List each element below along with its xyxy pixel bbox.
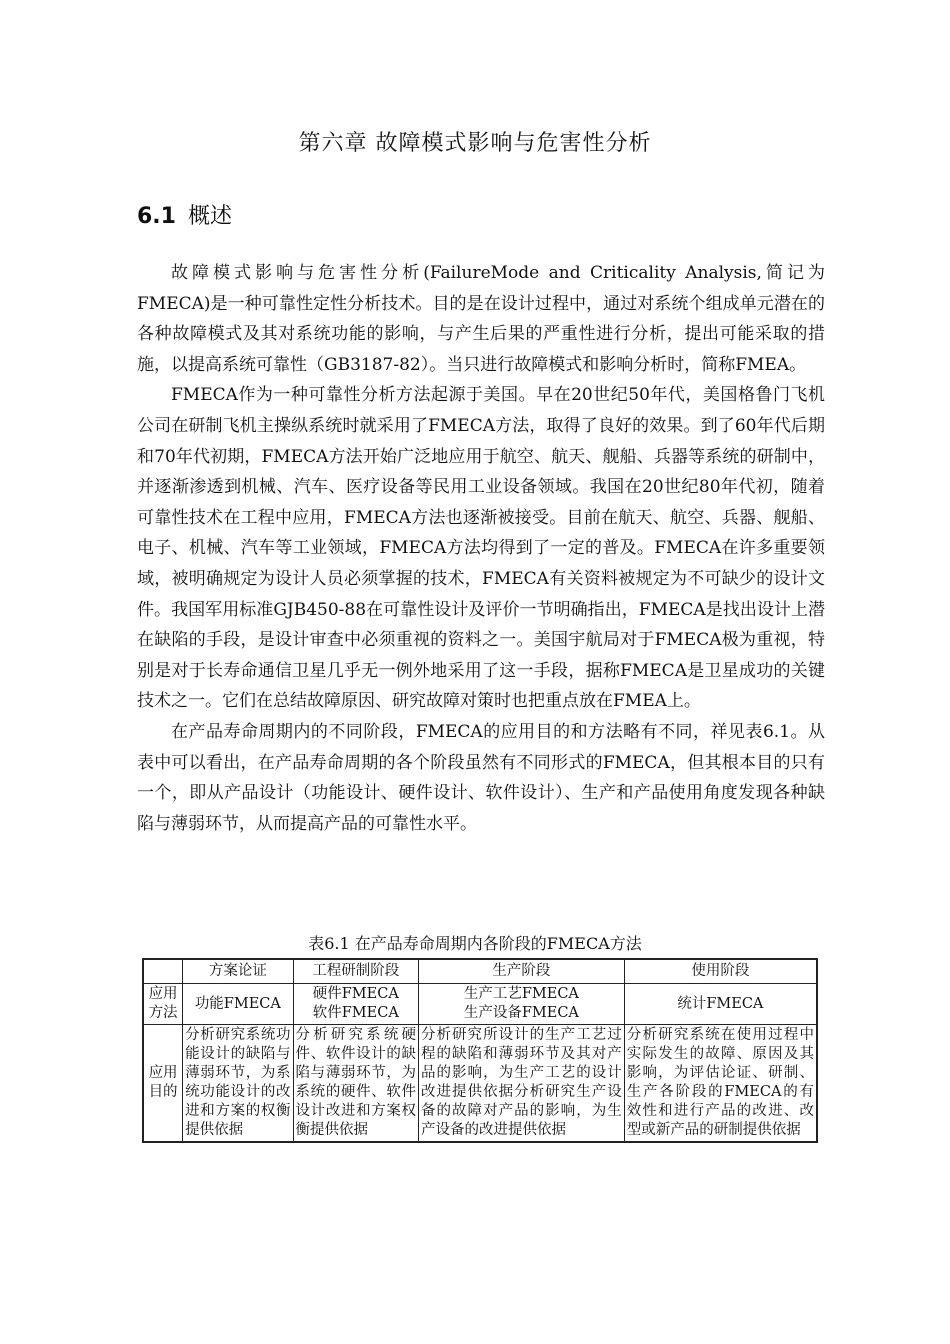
table-header-cell: 生产阶段 — [419, 959, 625, 984]
cell-line: 生产工艺FMECA — [463, 986, 579, 1002]
body-text — [137, 258, 825, 839]
table-header-cell: 工程研制阶段 — [293, 959, 418, 984]
table-header-cell: 使用阶段 — [624, 959, 817, 984]
table-cell: 分析研究系统在使用过程中实际发生的故障、原因及其影响，为评估论证、研制、生产各阶段的FMECA的有效性和进行产品的改进、改型或新产品的研制提供依据 — [624, 1025, 817, 1143]
table-cell — [183, 984, 293, 1025]
table-cell: 分析研究系统硬件、软件设计的缺陷与薄弱环节，为系统的硬件、软件设计改进和方案权衡提供依据 — [293, 1025, 418, 1143]
paragraph: 在产品寿命周期内的不同阶段，FMECA的应用目的和方法略有不同，祥见表6.1。从表中可以看出，在产品寿命周期的各个阶段虽然有不同形式的FMECA，但其根本目的只有一个，即从产品设计（功能设计、硬件设计、软件设计）、生产和产品使用角度发现各种缺陷与薄弱环节，从而提高产品的可靠性水平。 — [137, 721, 825, 834]
cell-line: 生产设备FMECA — [463, 1005, 579, 1021]
fmeca-stage-table — [142, 958, 818, 1143]
table-cell — [624, 984, 817, 1025]
table-row-purpose — [143, 1025, 817, 1143]
table-cell: 分析研究系统功能设计的缺陷与薄弱环节，为系统功能设计的改进和方案的权衡提供依据 — [183, 1025, 293, 1143]
paragraph: FMECA作为一种可靠性分析方法起源于美国。早在20世纪50年代，美国格鲁门飞机公司在研制飞机主操纵系统时就采用了FMECA方法，取得了良好的效果。到了60年代后期和70年代初期，FMECA方法开始广泛地应用于航空、航天、舰船、兵器等系统的研制中，并逐渐渗透到机械、汽车、医疗设备等民用工业设备领域。我国在20世纪80年代初，随着可靠性技术在工程中应用，FMECA方法也逐渐被接受。目前在航天、航空、兵器、舰船、电子、机械、汽车等工业领域，FMECA方法均得到了一定的普及。FMECA在许多重要领域，被明确规定为设计人员必须掌握的技术，FMECA有关资料被规定为不可缺少的设计文件。我国军用标准GJB450-88在可靠性设计及评价一节明确指出，FMECA是找出设计上潜在缺陷的手段，是设计审查中必须重视的资料之一。美国宇航局对于FMECA极为重视，特别是对于长寿命通信卫星几乎无一例外地采用了这一手段，据称FMECA是卫星成功的关键技术之一。它们在总结故障原因、研究故障对策时也把重点放在FMEA上。 — [137, 385, 825, 712]
row-label-method: 应用方法 — [143, 984, 183, 1025]
cell-line: 硬件FMECA — [312, 986, 399, 1002]
cell-line: 统计FMECA — [677, 995, 764, 1012]
table-header-cell: 方案论证 — [183, 959, 293, 984]
cell-line: 功能FMECA — [194, 995, 281, 1012]
row-label-purpose: 应用目的 — [143, 1025, 183, 1143]
table-header-cell — [143, 959, 183, 984]
section-number: 6.1 — [137, 204, 176, 229]
chapter-title: 第六章 故障模式影响与危害性分析 — [298, 131, 652, 156]
table-caption: 表6.1 在产品寿命周期内各阶段的FMECA方法 — [308, 934, 642, 953]
table-cell: 分析研究所设计的生产工艺过程的缺陷和薄弱环节及其对产品的影响，为生产工艺的设计改进提供依据分析研究生产设备的故障对产品的影响，为生产设备的改进提供依据 — [419, 1025, 625, 1143]
table-cell — [293, 984, 418, 1025]
table-cell — [419, 984, 625, 1025]
paragraph: 故障模式影响与危害性分析(FailureMode and Criticality Analysis,简记为FMECA)是一种可靠性定性分析技术。目的是在设计过程中，通过对系统个组成单元潜在的各种故障模式及其对系统功能的影响，与产生后果的严重性进行分析，提出可能采取的措施，以提高系统可靠性（GB3187-82）。当只进行故障模式和影响分析时，简称FMEA。 — [137, 263, 825, 375]
cell-line: 软件FMECA — [312, 1005, 399, 1021]
table-header-row — [143, 959, 817, 984]
section-title: 概述 — [187, 204, 232, 229]
table-row-method — [143, 984, 817, 1025]
section-heading — [137, 199, 232, 230]
